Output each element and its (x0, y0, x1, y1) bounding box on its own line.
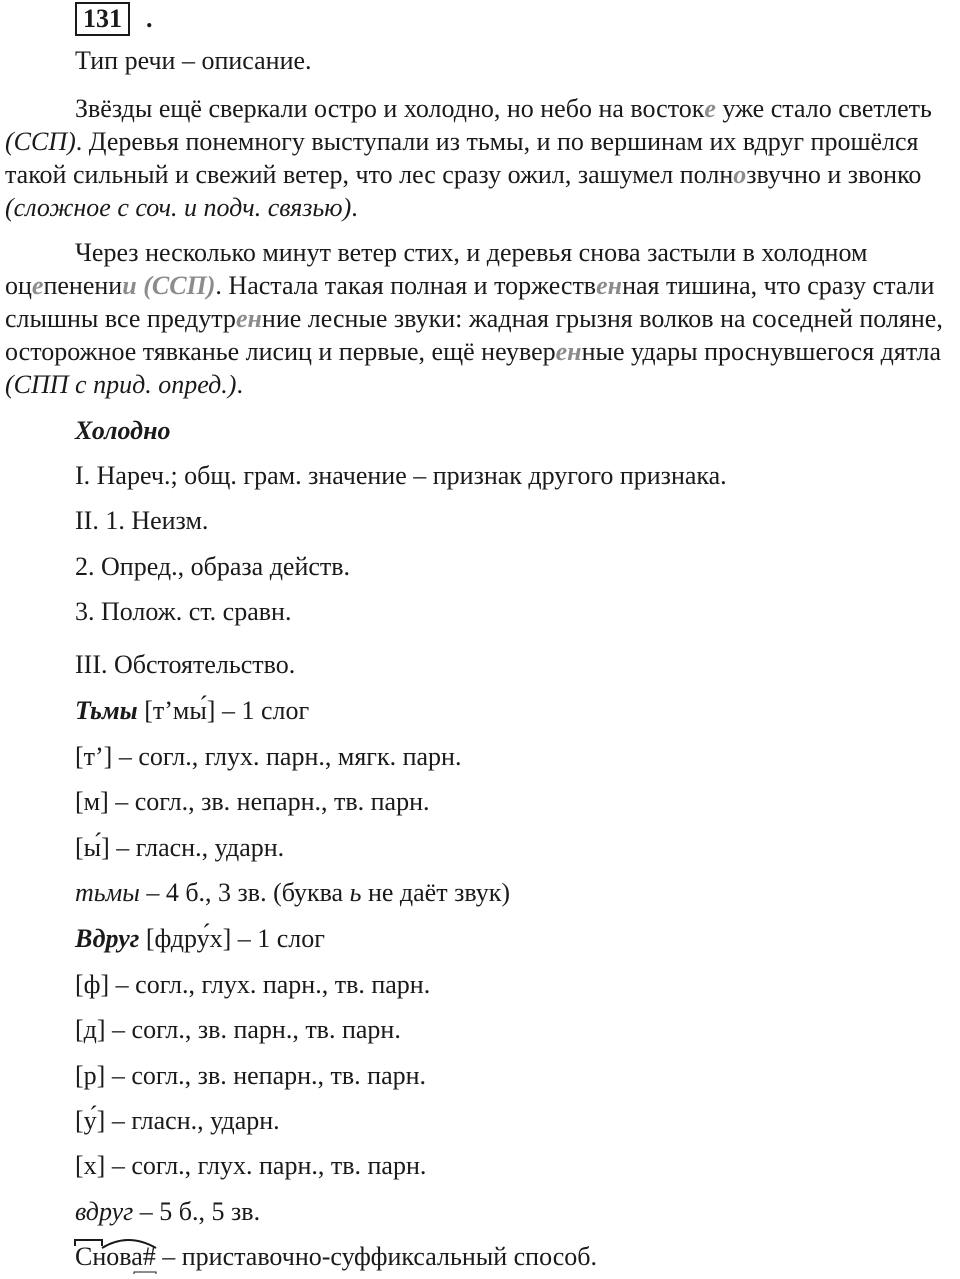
speech-type: Тип речи – описание. (75, 46, 312, 75)
exercise-number: 131 (75, 2, 130, 36)
word3-line: [д] – согл., зв. парн., тв. парн. (75, 1015, 401, 1044)
word2-line: [ы́] – гласн., ударн. (75, 833, 285, 862)
word3-line: [х] – согл., глух. парн., тв. парн. (75, 1151, 427, 1180)
word1-line: I. Нареч.; общ. грам. значение – признак другого признака. (75, 461, 727, 490)
word2-line: [м] – согл., зв. непарн., тв. парн. (75, 787, 430, 816)
word2-line: [т’] – согл., глух. парн., мягк. парн. (75, 742, 462, 771)
word2-summary: тьмы – 4 б., 3 зв. (буква ь не даёт звук) (75, 878, 511, 907)
word1-title: Холодно (75, 416, 171, 445)
word1-line: III. Обстоятельство. (75, 650, 296, 679)
word1-line: 3. Полож. ст. сравн. (75, 597, 292, 626)
ending-box (134, 1272, 156, 1274)
word-formation: Снова# – приставочно-суффиксальный способ. (75, 1242, 598, 1271)
paragraph-1: Звёзды ещё сверкали остро и холодно, но небо на востоке уже стало светлеть (ССП). Деревья понемногу выступали из тьмы, и по вершинам их вдруг прошёлся такой сильный и свежий ветер, что лес сразу ожил, зашумел полнозвучно и звонко (сложное с соч. и подч. связью). (5, 94, 932, 222)
word3-summary: вдруг – 5 б., 5 зв. (75, 1197, 261, 1226)
paragraph-2: Через несколько минут ветер стих, и деревья снова застыли в холодном оцепенении (ССП). Настала такая полная и торжественная тишина, что сразу стали слышны все предутренние лесные звуки: жадная грызня волков на соседней поляне, осторожное тявканье лисиц и первые, ещё неуверенные удары проснувшегося дятла (СПП с прид. опред.). (5, 238, 943, 399)
word3-line: [у́] – гласн., ударн. (75, 1106, 280, 1135)
word3-line: [ф] – согл., глух. парн., тв. парн. (75, 970, 431, 999)
word1-line: 2. Опред., образа действ. (75, 552, 351, 581)
word3-line: [р] – согл., зв. непарн., тв. парн. (75, 1061, 427, 1090)
exercise-number-dot: . (146, 4, 153, 33)
word2-heading: Тьмы [т’мы́] – 1 слог (75, 696, 310, 725)
word3-heading: Вдруг [фдру́х] – 1 слог (75, 924, 325, 953)
word1-line: II. 1. Неизм. (75, 506, 209, 535)
